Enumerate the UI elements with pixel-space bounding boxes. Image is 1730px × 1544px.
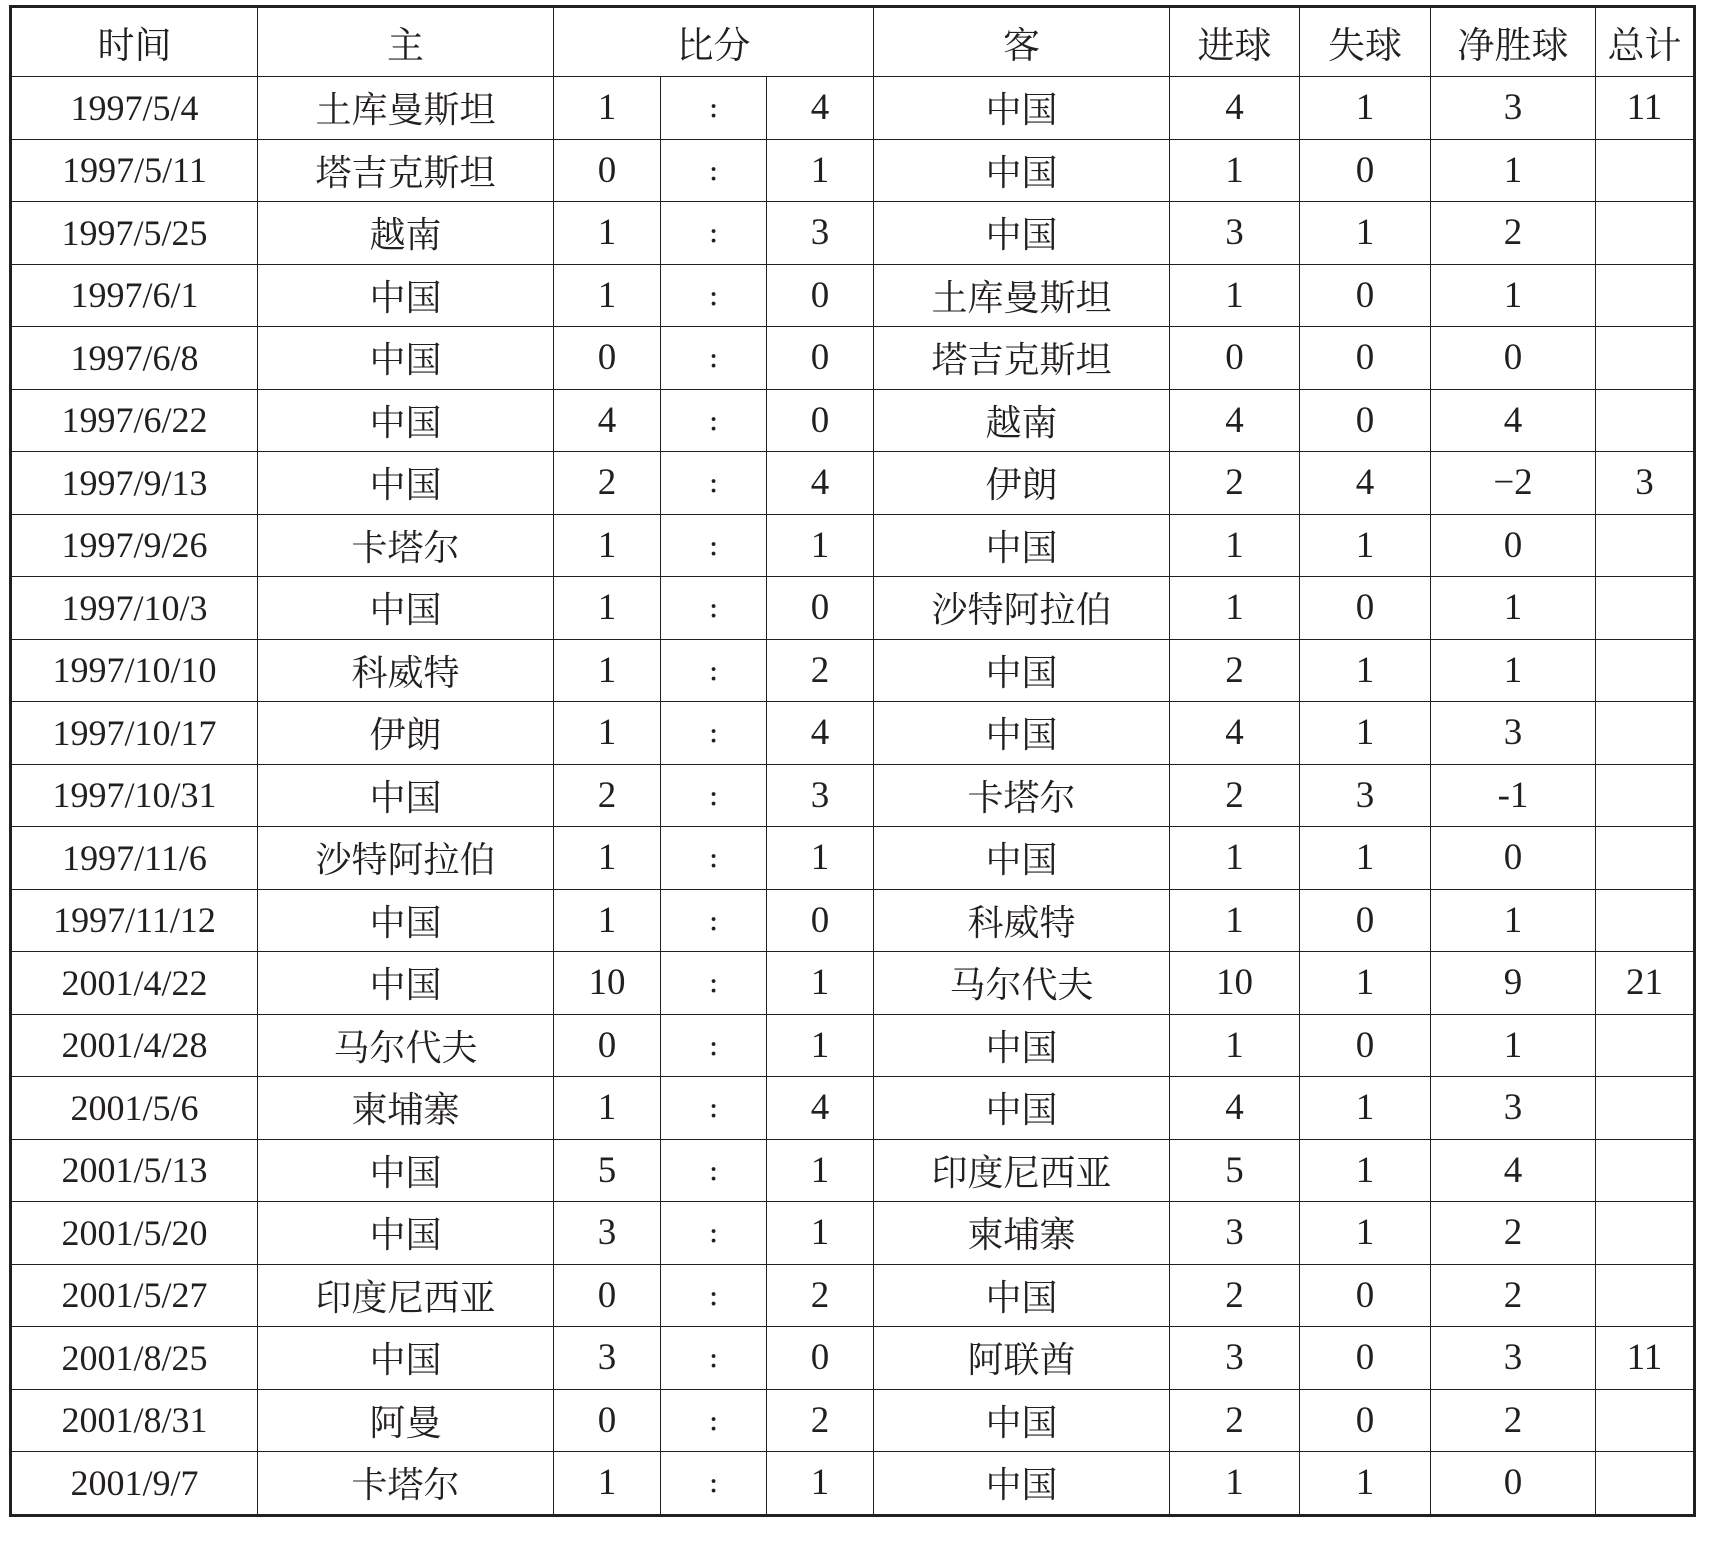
away-score: 0 bbox=[767, 389, 874, 452]
header-goal-diff: 净胜球 bbox=[1431, 7, 1596, 77]
goals-against: 1 bbox=[1300, 1202, 1431, 1265]
goal-difference: 3 bbox=[1431, 1077, 1596, 1140]
score-separator: : bbox=[661, 952, 767, 1015]
away-team: 塔吉克斯坦 bbox=[874, 327, 1170, 390]
away-score: 4 bbox=[767, 702, 874, 765]
home-score: 2 bbox=[554, 764, 661, 827]
home-score: 1 bbox=[554, 702, 661, 765]
header-time: 时间 bbox=[11, 7, 258, 77]
goals-against: 1 bbox=[1300, 1077, 1431, 1140]
match-results-table bbox=[9, 5, 1696, 1517]
home-score: 4 bbox=[554, 389, 661, 452]
header-score: 比分 bbox=[554, 7, 874, 77]
score-separator: : bbox=[661, 1389, 767, 1452]
away-score: 4 bbox=[767, 1077, 874, 1140]
home-score: 1 bbox=[554, 514, 661, 577]
score-separator: : bbox=[661, 639, 767, 702]
score-separator: : bbox=[661, 327, 767, 390]
match-date: 2001/5/20 bbox=[11, 1202, 258, 1265]
home-score: 1 bbox=[554, 827, 661, 890]
goals-for: 1 bbox=[1170, 577, 1300, 640]
score-separator: : bbox=[661, 827, 767, 890]
goals-against: 1 bbox=[1300, 639, 1431, 702]
score-separator: : bbox=[661, 1139, 767, 1202]
home-team: 柬埔寨 bbox=[258, 1077, 554, 1140]
away-score: 0 bbox=[767, 577, 874, 640]
stage-total bbox=[1596, 1452, 1695, 1516]
goals-for: 1 bbox=[1170, 514, 1300, 577]
score-separator: : bbox=[661, 1452, 767, 1516]
goals-for: 10 bbox=[1170, 952, 1300, 1015]
home-score: 1 bbox=[554, 264, 661, 327]
goals-for: 4 bbox=[1170, 702, 1300, 765]
score-separator: : bbox=[661, 577, 767, 640]
table-row bbox=[11, 389, 1695, 452]
home-score: 0 bbox=[554, 139, 661, 202]
score-separator: : bbox=[661, 77, 767, 140]
away-team: 中国 bbox=[874, 202, 1170, 265]
stage-total bbox=[1596, 389, 1695, 452]
home-team: 中国 bbox=[258, 1327, 554, 1390]
goal-difference: 1 bbox=[1431, 577, 1596, 640]
home-team: 中国 bbox=[258, 389, 554, 452]
away-team: 越南 bbox=[874, 389, 1170, 452]
home-team: 中国 bbox=[258, 952, 554, 1015]
header-home: 主 bbox=[258, 7, 554, 77]
stage-total bbox=[1596, 1202, 1695, 1265]
away-team: 中国 bbox=[874, 1389, 1170, 1452]
table-row bbox=[11, 264, 1695, 327]
home-team: 阿曼 bbox=[258, 1389, 554, 1452]
goal-difference: 3 bbox=[1431, 77, 1596, 140]
home-team: 中国 bbox=[258, 1139, 554, 1202]
table-row bbox=[11, 139, 1695, 202]
goal-difference: 2 bbox=[1431, 202, 1596, 265]
goals-against: 1 bbox=[1300, 827, 1431, 890]
score-separator: : bbox=[661, 202, 767, 265]
goals-for: 3 bbox=[1170, 202, 1300, 265]
table-row bbox=[11, 702, 1695, 765]
goal-difference: 1 bbox=[1431, 264, 1596, 327]
away-score: 0 bbox=[767, 264, 874, 327]
goals-for: 1 bbox=[1170, 264, 1300, 327]
match-date: 1997/9/26 bbox=[11, 514, 258, 577]
score-separator: : bbox=[661, 1014, 767, 1077]
home-score: 5 bbox=[554, 1139, 661, 1202]
goal-difference: 1 bbox=[1431, 139, 1596, 202]
goal-difference: 0 bbox=[1431, 827, 1596, 890]
away-score: 1 bbox=[767, 1202, 874, 1265]
home-team: 卡塔尔 bbox=[258, 514, 554, 577]
goals-for: 2 bbox=[1170, 639, 1300, 702]
match-date: 2001/5/13 bbox=[11, 1139, 258, 1202]
table-row bbox=[11, 452, 1695, 515]
match-date: 2001/5/6 bbox=[11, 1077, 258, 1140]
goal-difference: 2 bbox=[1431, 1202, 1596, 1265]
stage-total bbox=[1596, 1264, 1695, 1327]
goals-for: 3 bbox=[1170, 1202, 1300, 1265]
home-team: 卡塔尔 bbox=[258, 1452, 554, 1516]
away-score: 3 bbox=[767, 202, 874, 265]
away-score: 3 bbox=[767, 764, 874, 827]
header-goals-against: 失球 bbox=[1300, 7, 1431, 77]
stage-total bbox=[1596, 827, 1695, 890]
match-date: 1997/6/1 bbox=[11, 264, 258, 327]
goals-for: 3 bbox=[1170, 1327, 1300, 1390]
match-date: 1997/6/22 bbox=[11, 389, 258, 452]
table-row bbox=[11, 577, 1695, 640]
goal-difference: −2 bbox=[1431, 452, 1596, 515]
score-separator: : bbox=[661, 1077, 767, 1140]
goal-difference: 4 bbox=[1431, 389, 1596, 452]
score-separator: : bbox=[661, 764, 767, 827]
goals-against: 0 bbox=[1300, 327, 1431, 390]
away-team: 中国 bbox=[874, 639, 1170, 702]
goal-difference: 4 bbox=[1431, 1139, 1596, 1202]
match-date: 2001/8/31 bbox=[11, 1389, 258, 1452]
goals-for: 4 bbox=[1170, 389, 1300, 452]
stage-total bbox=[1596, 889, 1695, 952]
score-separator: : bbox=[661, 1264, 767, 1327]
home-score: 10 bbox=[554, 952, 661, 1015]
table-row bbox=[11, 202, 1695, 265]
goals-against: 0 bbox=[1300, 1389, 1431, 1452]
stage-total: 3 bbox=[1596, 452, 1695, 515]
away-team: 中国 bbox=[874, 702, 1170, 765]
match-date: 1997/10/31 bbox=[11, 764, 258, 827]
home-team: 中国 bbox=[258, 1202, 554, 1265]
stage-total bbox=[1596, 264, 1695, 327]
stage-total bbox=[1596, 327, 1695, 390]
home-team: 科威特 bbox=[258, 639, 554, 702]
away-score: 1 bbox=[767, 1014, 874, 1077]
away-team: 中国 bbox=[874, 139, 1170, 202]
home-team: 中国 bbox=[258, 452, 554, 515]
goals-against: 1 bbox=[1300, 952, 1431, 1015]
home-score: 3 bbox=[554, 1202, 661, 1265]
away-team: 中国 bbox=[874, 77, 1170, 140]
match-date: 1997/11/12 bbox=[11, 889, 258, 952]
match-date: 2001/4/28 bbox=[11, 1014, 258, 1077]
goals-against: 4 bbox=[1300, 452, 1431, 515]
goals-for: 2 bbox=[1170, 1264, 1300, 1327]
away-team: 土库曼斯坦 bbox=[874, 264, 1170, 327]
table-row bbox=[11, 1077, 1695, 1140]
goal-difference: 3 bbox=[1431, 702, 1596, 765]
goals-against: 0 bbox=[1300, 1327, 1431, 1390]
table-row bbox=[11, 1014, 1695, 1077]
stage-total bbox=[1596, 139, 1695, 202]
score-separator: : bbox=[661, 702, 767, 765]
goals-against: 0 bbox=[1300, 1014, 1431, 1077]
away-team: 伊朗 bbox=[874, 452, 1170, 515]
header-goals-for: 进球 bbox=[1170, 7, 1300, 77]
match-date: 2001/4/22 bbox=[11, 952, 258, 1015]
table-row bbox=[11, 1452, 1695, 1516]
home-team: 沙特阿拉伯 bbox=[258, 827, 554, 890]
away-score: 2 bbox=[767, 1264, 874, 1327]
stage-total bbox=[1596, 639, 1695, 702]
match-date: 1997/11/6 bbox=[11, 827, 258, 890]
header-row bbox=[11, 7, 1695, 77]
away-team: 科威特 bbox=[874, 889, 1170, 952]
table-header bbox=[11, 7, 1695, 77]
home-team: 中国 bbox=[258, 264, 554, 327]
match-date: 2001/9/7 bbox=[11, 1452, 258, 1516]
match-date: 1997/6/8 bbox=[11, 327, 258, 390]
goals-against: 0 bbox=[1300, 139, 1431, 202]
table-row bbox=[11, 764, 1695, 827]
match-date: 1997/5/25 bbox=[11, 202, 258, 265]
goals-against: 0 bbox=[1300, 1264, 1431, 1327]
goal-difference: 9 bbox=[1431, 952, 1596, 1015]
match-date: 1997/10/3 bbox=[11, 577, 258, 640]
home-score: 0 bbox=[554, 327, 661, 390]
away-team: 卡塔尔 bbox=[874, 764, 1170, 827]
goal-difference: 0 bbox=[1431, 327, 1596, 390]
goal-difference: 0 bbox=[1431, 1452, 1596, 1516]
stage-total: 11 bbox=[1596, 1327, 1695, 1390]
home-score: 1 bbox=[554, 1077, 661, 1140]
goals-against: 1 bbox=[1300, 77, 1431, 140]
away-team: 中国 bbox=[874, 827, 1170, 890]
goals-for: 2 bbox=[1170, 1389, 1300, 1452]
home-score: 0 bbox=[554, 1264, 661, 1327]
goals-for: 1 bbox=[1170, 1014, 1300, 1077]
match-date: 1997/9/13 bbox=[11, 452, 258, 515]
away-team: 马尔代夫 bbox=[874, 952, 1170, 1015]
score-separator: : bbox=[661, 139, 767, 202]
away-team: 中国 bbox=[874, 514, 1170, 577]
away-score: 2 bbox=[767, 1389, 874, 1452]
score-separator: : bbox=[661, 452, 767, 515]
goals-against: 0 bbox=[1300, 264, 1431, 327]
away-team: 沙特阿拉伯 bbox=[874, 577, 1170, 640]
stage-total bbox=[1596, 764, 1695, 827]
home-score: 1 bbox=[554, 77, 661, 140]
away-score: 4 bbox=[767, 452, 874, 515]
home-team: 伊朗 bbox=[258, 702, 554, 765]
goals-for: 1 bbox=[1170, 1452, 1300, 1516]
away-team: 中国 bbox=[874, 1014, 1170, 1077]
goal-difference: 3 bbox=[1431, 1327, 1596, 1390]
goals-against: 3 bbox=[1300, 764, 1431, 827]
goals-against: 1 bbox=[1300, 1452, 1431, 1516]
score-separator: : bbox=[661, 1202, 767, 1265]
table-row bbox=[11, 77, 1695, 140]
goals-for: 1 bbox=[1170, 139, 1300, 202]
table-row bbox=[11, 639, 1695, 702]
goals-against: 1 bbox=[1300, 1139, 1431, 1202]
goal-difference: 1 bbox=[1431, 1014, 1596, 1077]
stage-total bbox=[1596, 1014, 1695, 1077]
table-row bbox=[11, 514, 1695, 577]
table-row bbox=[11, 1202, 1695, 1265]
goals-for: 1 bbox=[1170, 889, 1300, 952]
away-score: 1 bbox=[767, 514, 874, 577]
stage-total bbox=[1596, 1077, 1695, 1140]
match-date: 1997/10/10 bbox=[11, 639, 258, 702]
goal-difference: 0 bbox=[1431, 514, 1596, 577]
home-score: 1 bbox=[554, 639, 661, 702]
home-team: 塔吉克斯坦 bbox=[258, 139, 554, 202]
away-score: 4 bbox=[767, 77, 874, 140]
table-row bbox=[11, 1327, 1695, 1390]
goals-for: 0 bbox=[1170, 327, 1300, 390]
header-away: 客 bbox=[874, 7, 1170, 77]
goals-against: 1 bbox=[1300, 514, 1431, 577]
goal-difference: 2 bbox=[1431, 1264, 1596, 1327]
home-score: 1 bbox=[554, 889, 661, 952]
table-body bbox=[11, 77, 1695, 1516]
goals-for: 4 bbox=[1170, 77, 1300, 140]
goals-against: 1 bbox=[1300, 702, 1431, 765]
away-score: 0 bbox=[767, 327, 874, 390]
home-team: 马尔代夫 bbox=[258, 1014, 554, 1077]
goals-for: 2 bbox=[1170, 452, 1300, 515]
goals-for: 1 bbox=[1170, 827, 1300, 890]
away-score: 1 bbox=[767, 1139, 874, 1202]
score-separator: : bbox=[661, 889, 767, 952]
away-score: 0 bbox=[767, 1327, 874, 1390]
stage-total bbox=[1596, 202, 1695, 265]
away-team: 中国 bbox=[874, 1452, 1170, 1516]
stage-total: 21 bbox=[1596, 952, 1695, 1015]
score-separator: : bbox=[661, 389, 767, 452]
stage-total bbox=[1596, 1139, 1695, 1202]
away-team: 中国 bbox=[874, 1264, 1170, 1327]
table-row bbox=[11, 327, 1695, 390]
table-row bbox=[11, 827, 1695, 890]
match-date: 1997/5/11 bbox=[11, 139, 258, 202]
away-score: 0 bbox=[767, 889, 874, 952]
goals-for: 2 bbox=[1170, 764, 1300, 827]
home-score: 3 bbox=[554, 1327, 661, 1390]
home-team: 中国 bbox=[258, 889, 554, 952]
home-score: 1 bbox=[554, 577, 661, 640]
away-team: 中国 bbox=[874, 1077, 1170, 1140]
stage-total bbox=[1596, 577, 1695, 640]
home-score: 0 bbox=[554, 1014, 661, 1077]
match-date: 1997/5/4 bbox=[11, 77, 258, 140]
home-team: 印度尼西亚 bbox=[258, 1264, 554, 1327]
home-team: 中国 bbox=[258, 764, 554, 827]
away-score: 2 bbox=[767, 639, 874, 702]
goals-against: 0 bbox=[1300, 389, 1431, 452]
home-team: 土库曼斯坦 bbox=[258, 77, 554, 140]
match-date: 2001/5/27 bbox=[11, 1264, 258, 1327]
away-score: 1 bbox=[767, 139, 874, 202]
home-score: 1 bbox=[554, 202, 661, 265]
table-row bbox=[11, 889, 1695, 952]
table-row bbox=[11, 1389, 1695, 1452]
home-score: 1 bbox=[554, 1452, 661, 1516]
goals-against: 0 bbox=[1300, 577, 1431, 640]
home-team: 中国 bbox=[258, 577, 554, 640]
match-date: 2001/8/25 bbox=[11, 1327, 258, 1390]
score-separator: : bbox=[661, 264, 767, 327]
table-row bbox=[11, 1264, 1695, 1327]
goals-for: 5 bbox=[1170, 1139, 1300, 1202]
home-team: 越南 bbox=[258, 202, 554, 265]
goal-difference: 2 bbox=[1431, 1389, 1596, 1452]
home-score: 0 bbox=[554, 1389, 661, 1452]
away-team: 印度尼西亚 bbox=[874, 1139, 1170, 1202]
header-total: 总计 bbox=[1596, 7, 1695, 77]
stage-total bbox=[1596, 1389, 1695, 1452]
goal-difference: 1 bbox=[1431, 889, 1596, 952]
goal-difference: -1 bbox=[1431, 764, 1596, 827]
away-score: 1 bbox=[767, 1452, 874, 1516]
away-team: 阿联酋 bbox=[874, 1327, 1170, 1390]
score-separator: : bbox=[661, 1327, 767, 1390]
table-row bbox=[11, 952, 1695, 1015]
table-row bbox=[11, 1139, 1695, 1202]
goals-for: 4 bbox=[1170, 1077, 1300, 1140]
away-team: 柬埔寨 bbox=[874, 1202, 1170, 1265]
away-score: 1 bbox=[767, 952, 874, 1015]
goal-difference: 1 bbox=[1431, 639, 1596, 702]
score-separator: : bbox=[661, 514, 767, 577]
stage-total bbox=[1596, 702, 1695, 765]
stage-total bbox=[1596, 514, 1695, 577]
goals-against: 1 bbox=[1300, 202, 1431, 265]
stage-total: 11 bbox=[1596, 77, 1695, 140]
match-date: 1997/10/17 bbox=[11, 702, 258, 765]
goals-against: 0 bbox=[1300, 889, 1431, 952]
away-score: 1 bbox=[767, 827, 874, 890]
home-team: 中国 bbox=[258, 327, 554, 390]
home-score: 2 bbox=[554, 452, 661, 515]
